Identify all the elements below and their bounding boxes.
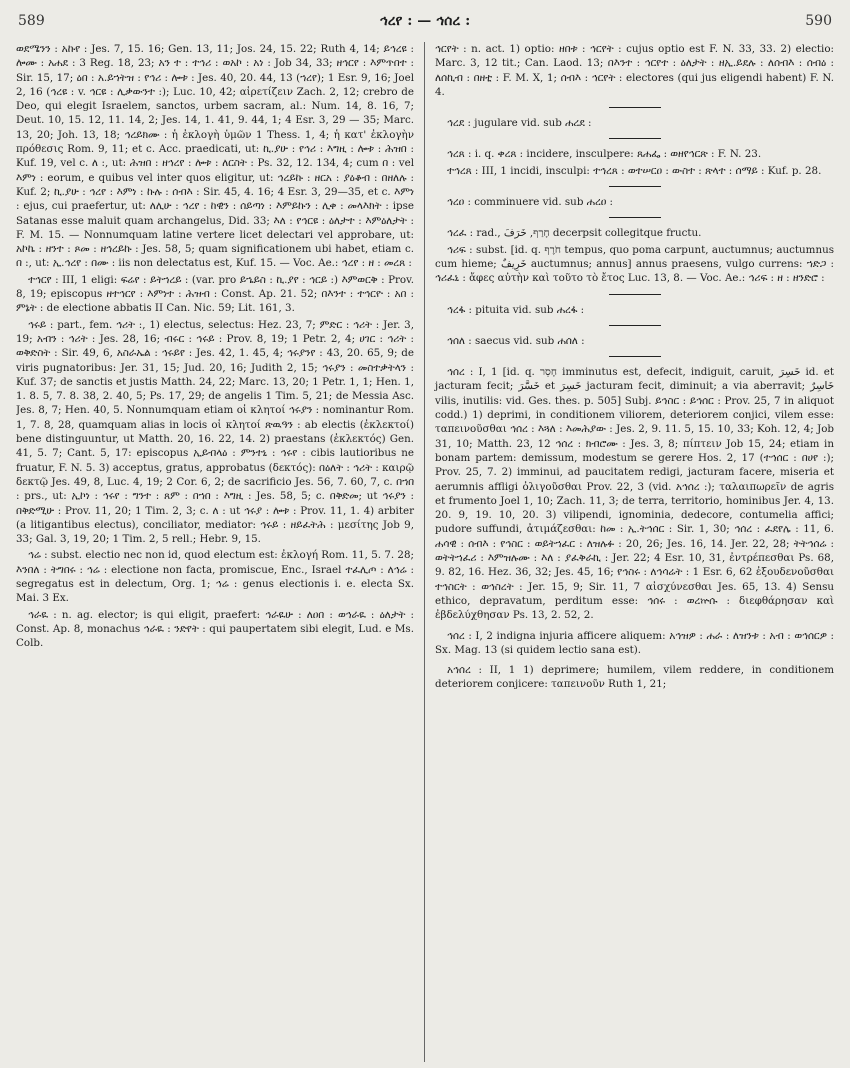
left-column — [16, 42, 425, 1062]
entry-harada: ኅረደ : jugulare vid. sub ሐረደ : — [447, 117, 592, 130]
section-rule — [609, 186, 661, 187]
entry-hasala: ኅሰለ : saecus vid. sub ሐሰለ : — [447, 334, 585, 347]
entry-continuation: ወደሜንን : አኩየ : Jes. 7, 15. 16; Gen. 13, 11; Jos. 24, 15. 22; Ruth 4, 14; ይኅረዩ : ሎሙ : አሐደ : 3 Reg. 18, 23; አን ተ : ተኅሪ : ወአኮ : አነ : Job 34, 33; ዘኅርየ : እምጥበተ : Sir. 15, 17; ዕበ : አ.ይኀትዝ : የኅሪ : ሎቱ : Jes. 40, 20. 44, 13 (ኀረየ); 1 Esr. 9, 16; Joel 2, 16 (ኅረዩ : v. ኅርዩ : ሊቃውንተ :); Luc. 10, 42; αἱρετίζειν Zach. 2, 12; crebro de Deo, qui elegit Israelem, sanctos, urbem sacram, al.: Num. 14, 8. 16, 7; Deut. 10, 15. 12, 11. 14, 2; Jes. 14, 1. 41, 9. 44, 1; 4 Esr. 3, 29 — 35; Marc. 13, 20; Joh. 13, 18; ኅረይክሙ : ἡ ἐκλογὴ ὑμῶν 1 Thess. 1, 4; ἡ κατ' ἐκλογὴν πρόθεσις Rom. 9, 11; et c. Acc. praedicati, ut: ኪ.ያሁ : የኅሪ : እግዚ : ሎቱ : ሕዝበ : Kuf. 19, vel c. ለ :, ut: ሕዝበ : ዘኅረየ : ሎቱ : ለርስት : Ps. 32, 12. 134, 4; cum በ : vel እምነ : eorum, e quibus vel inter quos eligitur, ut: ኅረይኩ : ዘርአ : ያዕቆብ : በዘለሉ : Kuf. 2; ኪ.ያሁ : ኅረየ : እምነ : ኩሉ : ሰብእ : Sir. 45, 4. 16; 4 Esr. 3, 29—35, et c. እምነ : ejus, cui praefertur, ut: ለሊሁ : ኅረየ : ከዊን : ሰይጣነ : እምይኩን : ሊቀ : መላእክት : ipse Satanas esse maluit quam archangelus, Did. 33; እለ : የኅርዩ : ዕለታተ : እምዕለታት : F. M. 15. — Nonnumquam latine vertere licet delectari vel approbare, ut: አኮኬ : ዘንተ : ጾመ : ዘኅረይኩ : Jes. 58, 5; quam significationem ubi habet, etiam c. በ :, ut: ኢ.ኅረየ : በሙ : iis non delectatus est, Kuf. 15. — Voc. Ae.: ኅረየ : ዘ : መረጸ : — [16, 43, 415, 270]
page-header — [16, 14, 834, 36]
section-rule — [609, 217, 661, 218]
running-title: ኅረየ : — ኅሰረ : — [379, 13, 471, 29]
entry-harafa-pituita: ኅረፋ : pituita vid. sub ሐረፋ : — [447, 303, 585, 316]
two-column-body — [16, 42, 834, 1062]
entry-haraa: ኅረዐ : comminuere vid. sub ሐረዐ : — [447, 196, 614, 209]
entry-heruy: ኅሩይ : part., fem. ኅሪት :, 1) electus, selectus: Hez. 23, 7; ምድር : ኅሪት : Jer. 3, 19; አብን : ኅሪት : Jes. 28, 16; ብሩር : ኅሩይ : Prov. 8, 19; 1 Petr. 2, 4; ሀገር : ኅሪት : ወቅድስት : Sir. 49, 6, አስራኤል : ኅሩይየ : Jes. 42, 1. 45, 4; ኅሩያንየ : 43, 20. 65, 9; de viris pugnatoribus: Jer. 31, 15; Jud. 20, 16; Judith 2, 15; ኅሩያን : መስተቃትላን : Kuf. 37; de sanctis et justis Matth. 24, 22; Marc. 13, 20; 1 Petr. 1, 1; Hen. 1, 1. 8. 5, 7. 8. 38, 2. 40, 5; Ps. 17, 29; de angelis 1 Tim. 5, 21; de Messia Asc. Jes. 8, 7; Hen. 40, 5. Nonnumquam etiam οἱ κλητοί ኅሩያን : nominantur Rom. 1, 7. 8, 28, quamquam alias in locis οἱ κλητοί ጽዉዓን : ab electis (ἐκλεκτοί) bene distinguuntur, ut Matth. 20, 16. 22, 14. 2) praestans (ἐκλεκτός) Gen. 41, 5. 7; Cant. 5, 17: episcopus ኢይብላዕ : ምንተኒ : ኅሩየ : cibis lautioribus ne fruatur, F. N. 5. 3) acceptus, gratus, approbatus (δεκτός): በዕለት : ኅሪት : καιρῷ δεκτῷ Jes. 49, 8, Luc. 4, 19; 2 Cor. 6, 2; de sacrificio Jes. 56, 7. 60, 7, c. በኀበ : prs., ut: ኢኮነ : ኅሩየ : ግንተ : ጸም : በኀበ : እግዚ : Jes. 58, 5; c. በቅድመ; ut ኅሩያን : በቅድሚሁ : Prov. 11, 20; 1 Tim. 2, 3; c. ለ : ut ኅሩያ : ሎቱ : Prov. 11, 1. 4) arbiter (a litigantibus electus), conciliator, mediator: ኅሩይ : ዘይፈትሕ : μεσίτης Job 9, 33; Gal. 3, 19, 20; 1 Tim. 2, 5 rell.; Hebr. 9, 15. — [16, 318, 414, 546]
right-column — [425, 42, 834, 1062]
section-rule — [609, 294, 661, 295]
section-rule — [609, 356, 661, 357]
page-number-left: 589 — [18, 13, 45, 29]
entry-harasa: ኅረጸ : i. q. ቀረጸ : incidere, insculpere: ጸሐፌ : ወዘየኅርጽ : F. N. 23. — [447, 148, 762, 161]
section-rule — [609, 138, 661, 139]
entry-taharasa: ተኅረጸ : III, 1 incidi, insculpi: ተኅረጸ : ወተሠርዐ : ውስተ : ጽላተ : ሰማይ : Kuf. p. 28. — [447, 164, 822, 177]
entry-heryat: ኅርየት : n. act. 1) optio: ዘበቱ : ኅርየት : cujus optio est F. N. 33, 33. 2) electio: Marc. 3, 12 tit.; Can. Laod. 13; በእንተ : ኅርየተ : ዕለታት : ዘኢ.ይደሉ : ለሰብእ : ሰብዕ : ለሰኪብ : በዘቲ : F. M. X, 1; ሰብእ : ኅርየት : electores (qui jus eligendi habent) F. N. 4. — [435, 43, 834, 98]
section-rule — [609, 325, 661, 326]
entry-hasara-i2: ኅሰረ : I, 2 indigna injuria afficere aliquem: አኅዝዎ : ሐራ : ለዝንቱ : አብ : ወኅሰርዎ : Sx. Mag. 13 (si quidem lectio sana est). — [435, 629, 834, 656]
page-number-right: 590 — [805, 13, 832, 29]
entry-haraye: ኅራዪ : n. ag. elector; is qui eligit, praefert: ኅራዪሁ : ለዐበ : ወኅራዪ : ዕለታት : Const. Ap. 8, monachus ኅራዪ : ንድየት : qui paupertatem sibi elegit, Lud. e Ms. Colb. — [16, 608, 414, 650]
entry-ahsara: አኅሰረ : II, 1 1) deprimere; humilem, vilem reddere, in conditionem deteriorem conjicere: ταπεινοῦν Ruth 1, 21; — [435, 664, 834, 691]
entry-harafa: ኅረፈ : rad., חָרַף, خَرَفَ decerpsit collegitque fructu. — [447, 227, 702, 240]
entry-harif: ኅሪፍ : subst. [id. q. חֹרֶף tempus, quo poma carpunt, auctumnus; auctumnus cum hieme; خَرِيفٌ auctumnus; annus] annus praesens, vulgo currens: ኀድጋ : ኅሪፈኒ : ἄφες αὐτὴν καὶ τοῦτο τὸ ἔτος Luc. 13, 8. — Voc. Ae.: ኅሪፍ : ዘ : ዘንድሮ : — [435, 243, 834, 285]
entry-tahareya: ተኅርየ : III, 1 eligi: ፍሬየ : ይትኀረይ : (var. pro ይኄይስ : ኪ.ያየ : ኅርይ :) እምወርቅ : Prov. 8, 19; episcopus ዘተኅርየ : እምነተ : ሕዝብ : Const. Ap. 21. 52; በእንተ : ተኅርዮ : አበ : ምኔት : de electione abbatis II Can. Nic. 59; Lit. 161, 3. — [16, 273, 414, 315]
entry-here: ኅሬ : subst. electio nec non id, quod electum est: ἐκλογή Rom. 11, 5. 7. 28; እንበለ : ትግበሩ : ኅሬ : electione non facta, promiscue, Enc., Israel ተፈሊጦ : ለኅሬ : segregatus est in delectum, Org. 1; ኅሬ : genus electionis i. e. electa Sx. Mai. 3 Ex. — [16, 549, 414, 605]
entry-hasara: ኅሰረ : I, 1 [id. q. חָסֵר imminutus est, defecit, indiguit, caruit, خَسِرَ id. et jacturam fecit; خَسَّرَ et خَسِرَ jacturam fecit, diminuit; a via aberravit; خَاسِرٌ vilis, inutilis: vid. Ges. thes. p. 505] Subj. ይኅስር : ይኅሰር : Prov. 25, 7 in aliquot codd.) 1) deprimi, in conditionem viliorem, deteriorem conjici, vilem esse: ταπεινοῦσθαι ኅሰረ : እጓለ : እመሕያው : Jes. 2, 9. 11. 5, 15. 10, 33; Koh. 12, 4; Job 31, 10; Matth. 23, 12 ኅሰረ : ክብሮሙ : Jes. 3, 8; πίπτειν Job 15, 24; etiam in bonam partem: demissum, modestum se gerere Hos. 2, 17 (ተኅሰር : በሀየ :); Prov. 25, 7. 2) imminui, ad paucitatem redigi, jacturam facere, miseria et aerumnis affligi ὀλιγοῦσθαι Prov. 22, 3 (vid. አኅሰረ :); ταλαιπωρεῖν de agris et frumento Joel 1, 10; Zach. 11, 3; de terra, territorio, hominibus Jer. 4, 13. 20. 9, 19. 10, 20. 3) vilipendi, ignominia, dedecore, contumelia affici; pudore suffundi, ἀτιμάζεσθαι: ከመ : ኢ.ትኅሰር : Sir. 1, 30; ኅሰረ : ፈደየሌ : 11, 6. ሐሳዊ : ሰብእ : የኅስር : ወይትኀፈር : ለዝሉፉ : 20, 26; Jes. 16, 14. Jer. 22, 28; ትትኅሰሬ : ወትትኀፈሪ : እምዝሉሙ : እለ : ያፈቅራኪ : Jer. 22; 4 Esr. 10, 31, ἐντρέπεσθαι Ps. 68, 9. 82, 16. Hez. 36, 32; Jes. 45, 16; የኅስሩ : ለኅሳሬት : 1 Esr. 6, 62 ἐξουδενοῦσθαι ተኅስርት : ወኅስረት : Jer. 15, 9; Sir. 11, 7 αἰσχύνεσθαι Jes. 65, 13. 4) Sensu ethico, depravatum, perditum esse: ኅሰሩ : ወረኵሱ : διεφθάρησαν καὶ ἐβδελύχθησαν Ps. 13, 2. 52, 2. — [435, 366, 834, 622]
section-rule — [609, 107, 661, 108]
